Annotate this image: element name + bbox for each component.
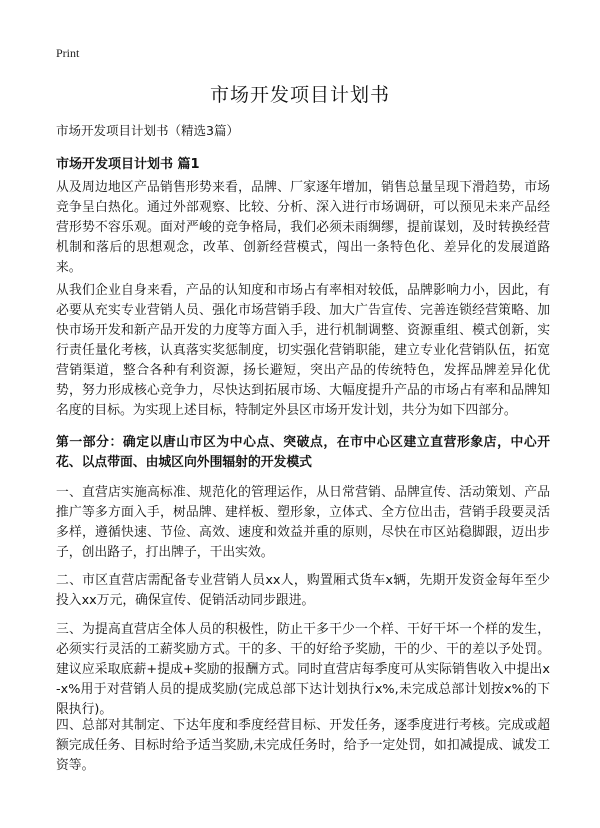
paragraph-item-one: 一、直营店实施高标准、规范化的管理运作，从日常营销、品牌宣传、活动策划、产品推广等多方面入手，树品牌、建样板、塑形象，立体式、全方位出击，营销手段要灵活多样，遵循快速、节俭、高效、速度和效益并重的原则，尽快在市区站稳脚跟，迈出步子，创出路子，打出牌子，干出实效。 [56,485,550,560]
part-one-heading: 第一部分：确定以唐山市区为中心点、突破点，在市中心区建立直营形象店，中心开花、以点带面、由城区向外围辐射的开发模式 [56,435,550,470]
paragraph-item-four: 四、总部对其制定、下达年度和季度经营目标、开发任务，逐季度进行考核。完成或超额完成任务、目标时给予适当奖励,未完成任务时，给予一定处罚，如扣减提成、诚发工资等。 [56,718,550,773]
print-label: Print [56,46,80,60]
paragraph-company-situation: 从我们企业自身来看，产品的认知度和市场占有率相对较低，品牌影响力小，因此，有必要从充实专业营销人员、强化市场营销手段、加大广告宣传、完善连锁经营策略、加快市场开发和新产品开发的力度等方面入手，进行机制调整、资源重组、模式创新，实行责任量化考核，认真落实奖惩制度，切实强化营销职能，建立专业化营销队伍，拓宽营销渠道，整合各种有利资源，扬长避短，突出产品的传统特色，发挥品牌差异化优势，努力形成核心竞争力，尽快达到拓展市场、大幅度提升产品的市场占有率和品牌知名度的目标。为实现上述目标，特制定外县区市场开发计划，共分为如下四部分。 [56,283,550,418]
paragraph-item-three: 三、为提高直营店全体人员的积极性，防止干多干少一个样、干好干坏一个样的发生，必须实行灵活的工薪奖励方式。干的多、干的好给予奖励，干的少、干的差以予处罚。建议应采取底薪+提成+奖励的报酬方式。同时直营店每季度可从实际销售收入中提出x-x%用于对营销人员的提成奖励(完成总部下达计划执行x%,未完成总部计划按x%的下限执行)。 [56,622,550,717]
paragraph-market-situation: 从及周边地区产品销售形势来看，品牌、厂家逐年增加，销售总量呈现下滑趋势，市场竞争呈白热化。通过外部观察、比较、分析、深入进行市场调研，可以预见未来产品经营形势不容乐观。面对严峻的竞争格局，我们必须未雨绸缪，提前谋划，及时转换经营机制和落后的思想观念，改革、创新经营模式，闯出一条特色化、差异化的发展道路来。 [56,180,550,275]
section-heading: 市场开发项目计划书 篇1 [56,157,200,172]
document-title: 市场开发项目计划书 [209,84,390,106]
paragraph-item-two: 二、市区直营店需配备专业营销人员xx人，购置厢式货车x辆，先期开发资金每年至少投入xx万元，确保宣传、促销活动同步跟进。 [56,573,550,608]
document-subtitle: 市场开发项目计划书（精选3篇） [56,123,239,138]
